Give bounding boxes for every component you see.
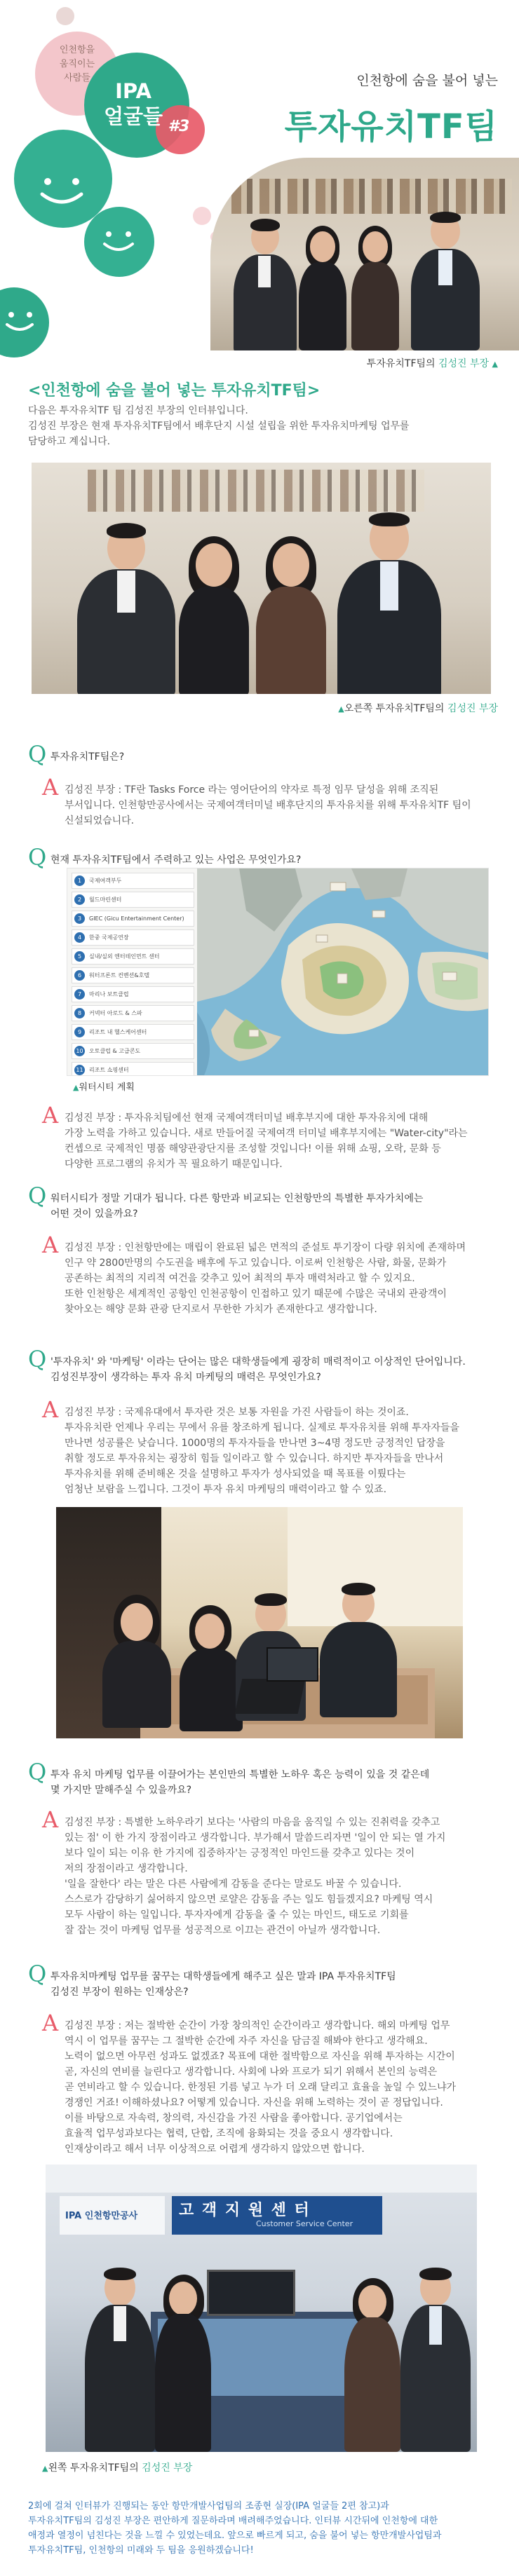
section-title: <인천항에 숨을 불어 넣는 투자유치TF팀> xyxy=(28,382,321,400)
ipa-logo: IPA 인천항만공사 xyxy=(65,2211,138,2221)
smiley-icon xyxy=(0,305,42,340)
series-title: IPA 얼굴들 xyxy=(103,79,163,128)
q-mark: Q xyxy=(28,1346,47,1372)
header-photo-caption: 투자유치TF팀의 김성진 부장 ▲ xyxy=(366,358,498,369)
q-mark: Q xyxy=(28,741,47,768)
smiley-icon xyxy=(95,224,144,259)
a-mark: A xyxy=(42,774,59,800)
legend-item: 3 GIEC (Gicu Entertainment Center) xyxy=(72,911,194,927)
map-caption: ▲워터시티 계획 xyxy=(73,1082,135,1093)
tagline: 인천항을 움직이는 사람들 xyxy=(59,45,95,83)
legend-item: 8 커넥터 아로드 & 스파 xyxy=(72,1005,194,1021)
a-mark: A xyxy=(42,1232,59,1258)
a-mark: A xyxy=(42,1396,59,1423)
header-team-photo xyxy=(210,158,519,350)
closing-note: 2회에 걸쳐 인터뷰가 진행되는 동안 항만개발사업팀의 조종현 실장(IPA 얼굴들 2편 참고)과 투자유치TF팀의 김성진 부장은 편안하게 질문하라며 배려해주었습니다. 인터뷰 시간뒤에 인천항에 대한 애정과 열정이 넘친다는 것을 느낄 수 있었는데요. 앞으로 빠르게 되고, 숨을 불어 넣는 항만개발사업팀과 투자유치TF팀, 인천항의 미래와 두 팀을 응원하겠습니다! xyxy=(28,2501,442,2556)
a-mark: A xyxy=(42,2010,59,2036)
q-mark: Q xyxy=(28,844,47,871)
q-mark: Q xyxy=(28,1183,47,1209)
legend-item: 2 월드마린센터 xyxy=(72,892,194,908)
water-city-map xyxy=(67,868,489,1076)
a-mark: A xyxy=(42,1806,59,1833)
photo-4-caption: ▲왼쪽 투자유치TF팀의 김성진 부장 xyxy=(42,2462,193,2474)
legend-item: 6 워터프론트 컨벤션&호텔 xyxy=(72,967,194,983)
smiley-icon xyxy=(28,165,98,214)
map-legend xyxy=(72,873,194,1076)
meeting-photo xyxy=(56,1507,463,1738)
photo-2-caption: ▲오른쪽 투자유치TF팀의 김성진 부장 xyxy=(338,703,498,714)
legend-item: 9 리조트 내 헬스케어센터 xyxy=(72,1024,194,1040)
service-center-photo xyxy=(46,2165,477,2452)
series-number: #3 xyxy=(168,118,190,135)
q-mark: Q xyxy=(28,1961,47,1987)
map-illustration xyxy=(197,868,488,1075)
q-mark: Q xyxy=(28,1759,47,1785)
sign-subtext: Customer Service Center xyxy=(256,2219,353,2228)
legend-item: 5 실내/실외 엔터테인먼트 센터 xyxy=(72,948,194,965)
legend-item: 11 리조트 쇼핑센터 xyxy=(72,1062,194,1076)
a-mark: A xyxy=(42,1102,59,1129)
intro-text: 다음은 투자유치TF 팀 김성진 부장의 인터뷰입니다. 김성진 부장은 현재 투자유치TF팀에서 배후단지 시설 설립을 위한 투자유치마케팅 업무를 담당하고 계십니다. xyxy=(28,405,410,447)
page-subtitle: 인천항에 숨을 불어 넣는 xyxy=(356,73,498,88)
legend-item: 1 국제여객부두 xyxy=(72,873,194,889)
page-title: 투자유치TF팀 xyxy=(284,107,498,146)
team-photo-2 xyxy=(32,463,491,694)
legend-item: 7 마리나 보트클럽 xyxy=(72,986,194,1002)
sign-text: 고 객 지 원 센 터 xyxy=(179,2202,311,2219)
legend-item: 10 오토클럽 & 고급콘도 xyxy=(72,1043,194,1059)
legend-item: 4 한중 국제공연장 xyxy=(72,929,194,946)
